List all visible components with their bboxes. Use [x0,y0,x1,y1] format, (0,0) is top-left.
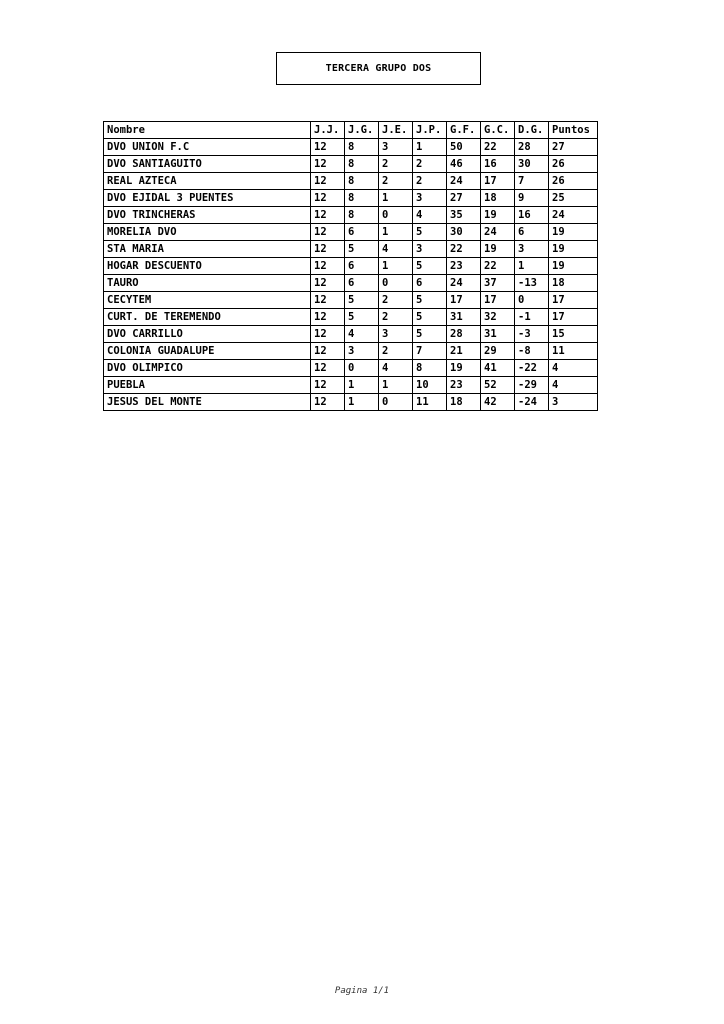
table-row [104,326,598,343]
cell-col-jj: 12 [311,309,345,326]
table-row [104,377,598,394]
cell-col-jj: 12 [311,292,345,309]
cell-col-gc: 22 [481,258,515,275]
cell-col-puntos: 17 [549,292,598,309]
cell-col-jj: 12 [311,173,345,190]
table-row [104,292,598,309]
cell-col-gc: 16 [481,156,515,173]
cell-col-jp: 5 [413,326,447,343]
cell-col-puntos: 18 [549,275,598,292]
cell-col-je: 1 [379,258,413,275]
table-row [104,190,598,207]
cell-col-nombre: REAL AZTECA [104,173,311,190]
table-row [104,173,598,190]
cell-col-jg: 5 [345,292,379,309]
cell-col-je: 0 [379,207,413,224]
cell-col-puntos: 19 [549,224,598,241]
cell-col-jp: 6 [413,275,447,292]
header-col-dg: D.G. [515,122,549,139]
cell-col-jp: 3 [413,241,447,258]
cell-col-jp: 5 [413,224,447,241]
cell-col-jp: 10 [413,377,447,394]
header-col-gc: G.C. [481,122,515,139]
cell-col-gf: 27 [447,190,481,207]
cell-col-jp: 5 [413,258,447,275]
cell-col-jg: 8 [345,156,379,173]
cell-col-puntos: 19 [549,258,598,275]
cell-col-je: 4 [379,360,413,377]
cell-col-puntos: 4 [549,377,598,394]
cell-col-nombre: JESUS DEL MONTE [104,394,311,411]
cell-col-jp: 1 [413,139,447,156]
cell-col-gf: 24 [447,173,481,190]
table-row [104,360,598,377]
cell-col-jj: 12 [311,207,345,224]
page-title-box [276,52,481,85]
header-col-je: J.E. [379,122,413,139]
cell-col-je: 2 [379,292,413,309]
cell-col-nombre: TAURO [104,275,311,292]
cell-col-dg: 30 [515,156,549,173]
cell-col-je: 1 [379,190,413,207]
cell-col-gc: 17 [481,173,515,190]
cell-col-jg: 8 [345,173,379,190]
header-col-puntos: Puntos [549,122,598,139]
cell-col-nombre: MORELIA DVO [104,224,311,241]
cell-col-gf: 31 [447,309,481,326]
cell-col-je: 3 [379,139,413,156]
cell-col-gc: 18 [481,190,515,207]
cell-col-je: 2 [379,309,413,326]
table-row [104,394,598,411]
cell-col-je: 3 [379,326,413,343]
cell-col-gf: 35 [447,207,481,224]
table-row [104,224,598,241]
cell-col-gc: 41 [481,360,515,377]
cell-col-jg: 6 [345,258,379,275]
cell-col-puntos: 19 [549,241,598,258]
cell-col-jj: 12 [311,394,345,411]
cell-col-nombre: HOGAR DESCUENTO [104,258,311,275]
cell-col-jj: 12 [311,224,345,241]
cell-col-nombre: DVO OLIMPICO [104,360,311,377]
table-row [104,343,598,360]
cell-col-jg: 5 [345,241,379,258]
cell-col-jg: 0 [345,360,379,377]
cell-col-dg: -1 [515,309,549,326]
cell-col-puntos: 27 [549,139,598,156]
header-col-jp: J.P. [413,122,447,139]
cell-col-puntos: 3 [549,394,598,411]
cell-col-je: 2 [379,173,413,190]
cell-col-jp: 2 [413,173,447,190]
cell-col-je: 2 [379,156,413,173]
cell-col-puntos: 24 [549,207,598,224]
cell-col-gf: 17 [447,292,481,309]
cell-col-puntos: 15 [549,326,598,343]
cell-col-gc: 29 [481,343,515,360]
cell-col-puntos: 26 [549,156,598,173]
cell-col-jj: 12 [311,326,345,343]
cell-col-dg: -29 [515,377,549,394]
header-col-gf: G.F. [447,122,481,139]
cell-col-nombre: COLONIA GUADALUPE [104,343,311,360]
cell-col-nombre: DVO UNION F.C [104,139,311,156]
header-col-nombre: Nombre [104,122,311,139]
cell-col-gc: 52 [481,377,515,394]
cell-col-je: 0 [379,275,413,292]
table-row [104,258,598,275]
cell-col-gc: 17 [481,292,515,309]
cell-col-jg: 8 [345,190,379,207]
cell-col-jg: 1 [345,377,379,394]
cell-col-nombre: DVO CARRILLO [104,326,311,343]
cell-col-jj: 12 [311,360,345,377]
cell-col-nombre: CECYTEM [104,292,311,309]
cell-col-gf: 22 [447,241,481,258]
cell-col-jg: 6 [345,275,379,292]
cell-col-gf: 28 [447,326,481,343]
cell-col-gc: 32 [481,309,515,326]
cell-col-puntos: 25 [549,190,598,207]
standings-table [103,121,598,411]
page-title: TERCERA GRUPO DOS [325,63,432,74]
cell-col-jp: 8 [413,360,447,377]
cell-col-jj: 12 [311,275,345,292]
cell-col-jj: 12 [311,343,345,360]
cell-col-puntos: 17 [549,309,598,326]
cell-col-jg: 3 [345,343,379,360]
cell-col-jp: 11 [413,394,447,411]
cell-col-jp: 2 [413,156,447,173]
cell-col-nombre: DVO TRINCHERAS [104,207,311,224]
page-footer: Pagina 1/1 [334,986,390,996]
cell-col-gf: 23 [447,258,481,275]
cell-col-gf: 30 [447,224,481,241]
cell-col-gf: 18 [447,394,481,411]
cell-col-gf: 24 [447,275,481,292]
cell-col-je: 1 [379,377,413,394]
table-row [104,207,598,224]
cell-col-dg: 6 [515,224,549,241]
table-row [104,275,598,292]
cell-col-jp: 4 [413,207,447,224]
cell-col-gf: 50 [447,139,481,156]
cell-col-jg: 5 [345,309,379,326]
cell-col-jg: 6 [345,224,379,241]
table-row [104,241,598,258]
cell-col-gc: 19 [481,241,515,258]
cell-col-gc: 22 [481,139,515,156]
cell-col-jp: 5 [413,292,447,309]
cell-col-dg: 28 [515,139,549,156]
table-body [104,139,598,411]
cell-col-nombre: CURT. DE TEREMENDO [104,309,311,326]
header-col-jj: J.J. [311,122,345,139]
cell-col-puntos: 11 [549,343,598,360]
cell-col-je: 4 [379,241,413,258]
cell-col-gc: 42 [481,394,515,411]
cell-col-je: 2 [379,343,413,360]
cell-col-jj: 12 [311,190,345,207]
cell-col-nombre: STA MARIA [104,241,311,258]
cell-col-jj: 12 [311,156,345,173]
cell-col-jg: 4 [345,326,379,343]
table-header-row [104,122,598,139]
cell-col-dg: 1 [515,258,549,275]
table-row [104,156,598,173]
table-row [104,309,598,326]
cell-col-puntos: 26 [549,173,598,190]
cell-col-dg: -24 [515,394,549,411]
cell-col-jj: 12 [311,377,345,394]
cell-col-nombre: DVO SANTIAGUITO [104,156,311,173]
cell-col-dg: -3 [515,326,549,343]
cell-col-jp: 3 [413,190,447,207]
cell-col-dg: -13 [515,275,549,292]
cell-col-jj: 12 [311,241,345,258]
cell-col-jj: 12 [311,139,345,156]
cell-col-gc: 31 [481,326,515,343]
cell-col-jp: 5 [413,309,447,326]
cell-col-jg: 1 [345,394,379,411]
cell-col-jj: 12 [311,258,345,275]
cell-col-gc: 24 [481,224,515,241]
cell-col-nombre: DVO EJIDAL 3 PUENTES [104,190,311,207]
cell-col-dg: -8 [515,343,549,360]
header-col-jg: J.G. [345,122,379,139]
cell-col-gf: 46 [447,156,481,173]
cell-col-dg: 0 [515,292,549,309]
cell-col-dg: 3 [515,241,549,258]
cell-col-je: 0 [379,394,413,411]
cell-col-dg: -22 [515,360,549,377]
cell-col-gf: 23 [447,377,481,394]
cell-col-gf: 19 [447,360,481,377]
cell-col-puntos: 4 [549,360,598,377]
cell-col-gc: 19 [481,207,515,224]
cell-col-je: 1 [379,224,413,241]
table-row [104,139,598,156]
cell-col-gf: 21 [447,343,481,360]
cell-col-jp: 7 [413,343,447,360]
cell-col-nombre: PUEBLA [104,377,311,394]
cell-col-jg: 8 [345,207,379,224]
cell-col-dg: 16 [515,207,549,224]
cell-col-jg: 8 [345,139,379,156]
cell-col-gc: 37 [481,275,515,292]
cell-col-dg: 7 [515,173,549,190]
cell-col-dg: 9 [515,190,549,207]
